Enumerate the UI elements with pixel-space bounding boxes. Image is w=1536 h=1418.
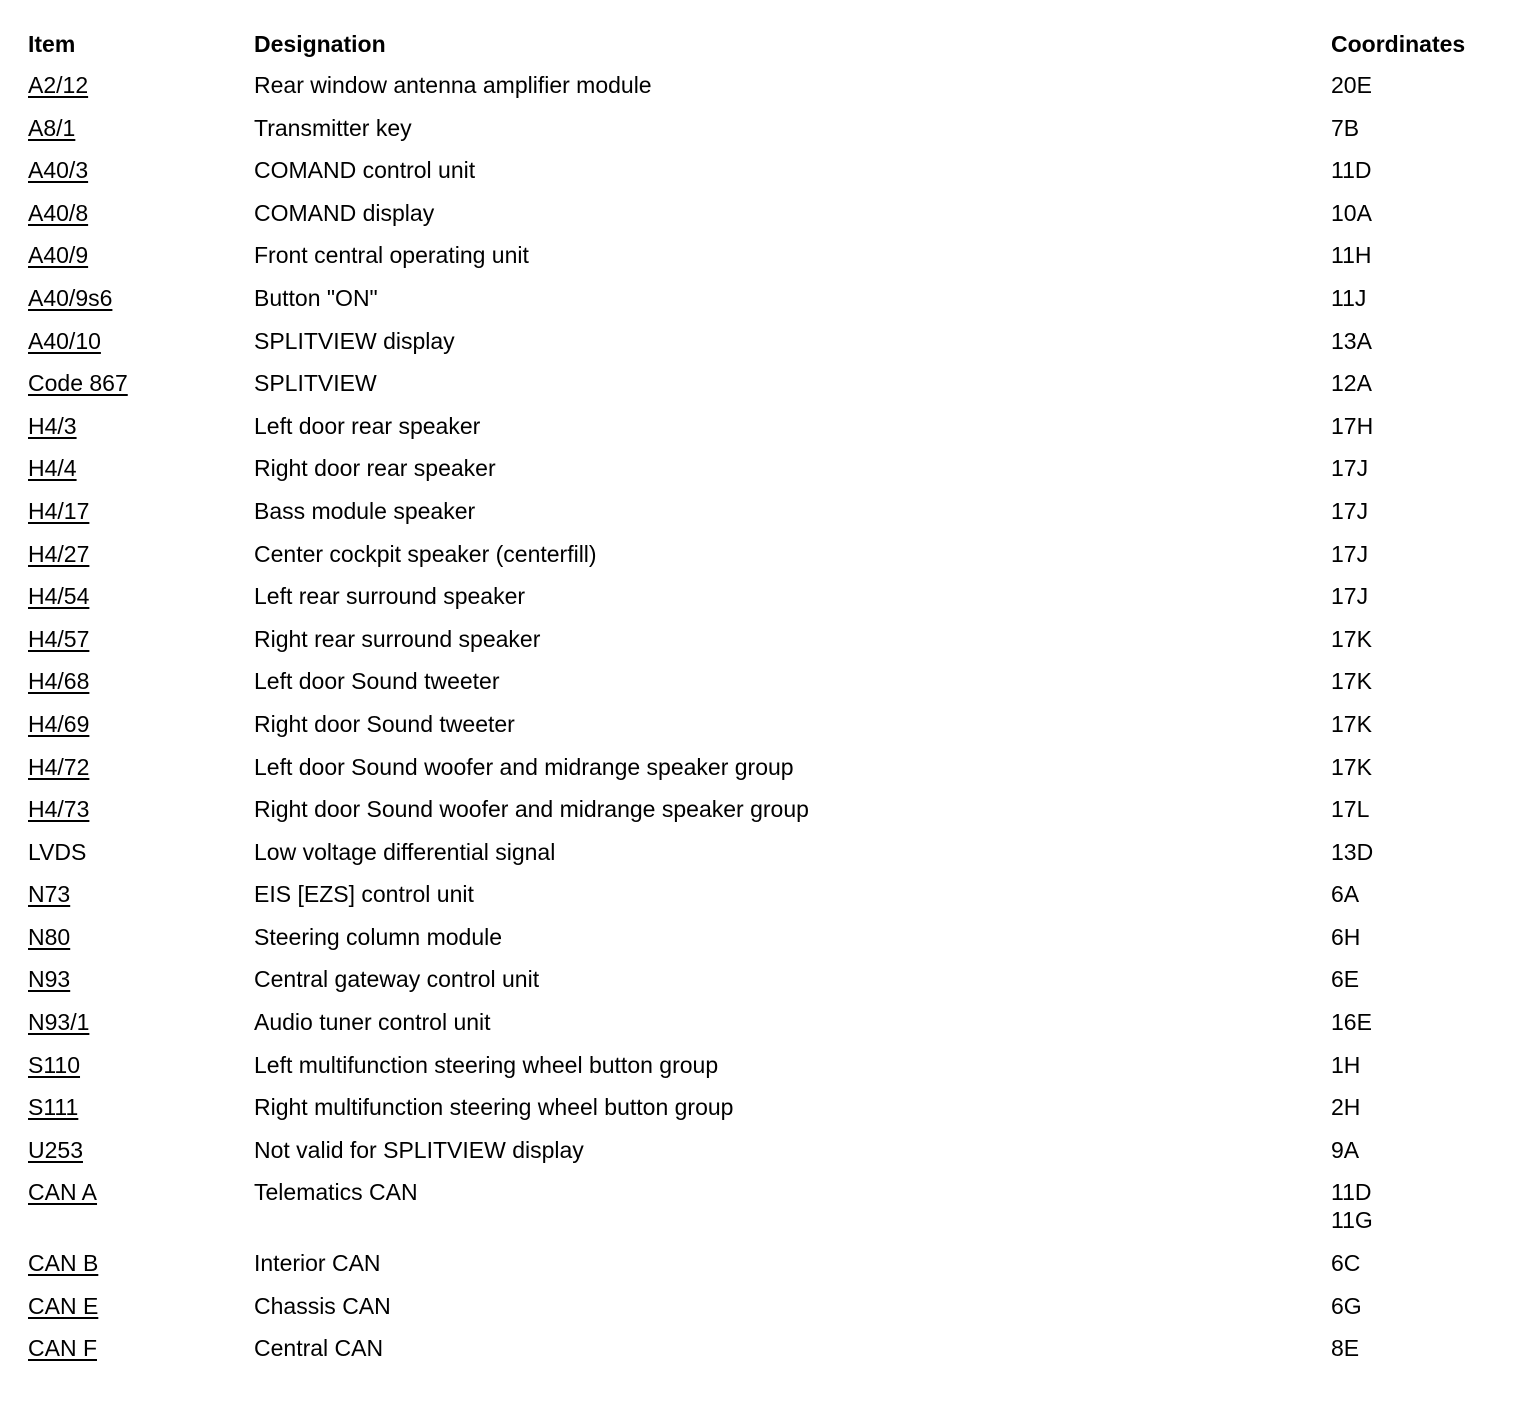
- item-cell: [28, 199, 254, 227]
- item-link[interactable]: CAN B: [28, 1250, 99, 1277]
- coordinates-cell: [1331, 1178, 1518, 1234]
- table-row: [28, 114, 1518, 142]
- item-cell: [28, 369, 254, 397]
- item-cell: [28, 454, 254, 482]
- coordinates-cell: [1331, 241, 1518, 269]
- designation-cell: Left door Sound tweeter: [254, 668, 500, 695]
- designation-cell: Central gateway control unit: [254, 966, 540, 993]
- designation-cell: Chassis CAN: [254, 1292, 391, 1319]
- item-cell: [28, 241, 254, 269]
- item-link[interactable]: A2/12: [28, 72, 89, 98]
- item-cell: [28, 880, 254, 908]
- table-row: [28, 1008, 1518, 1036]
- item-cell: [28, 1178, 254, 1206]
- item-link[interactable]: S110: [28, 1051, 81, 1078]
- item-link[interactable]: N73: [28, 881, 71, 908]
- designation-cell: Front central operating unit: [254, 242, 529, 269]
- table-row: [28, 327, 1518, 355]
- designation-cell: Left rear surround speaker: [254, 583, 526, 610]
- item-link[interactable]: A40/3: [28, 157, 89, 184]
- item-link[interactable]: H4/68: [28, 668, 90, 695]
- table-row: [28, 667, 1518, 695]
- item-link[interactable]: H4/57: [28, 625, 90, 652]
- coordinate-value: 11D: [1331, 1179, 1372, 1206]
- coordinate-value: 6G: [1331, 1292, 1362, 1319]
- coordinate-value: 17K: [1331, 710, 1372, 737]
- designation-cell: Bass module speaker: [254, 497, 476, 524]
- coordinates-cell: [1331, 1249, 1518, 1277]
- coordinate-value: 6C: [1331, 1250, 1361, 1277]
- table-row: [28, 965, 1518, 993]
- table-row: [28, 71, 1518, 99]
- coordinate-value: 17H: [1331, 412, 1374, 439]
- item-link[interactable]: CAN E: [28, 1292, 99, 1319]
- coordinate-value: 20E: [1331, 72, 1372, 98]
- designation-cell: Steering column module: [254, 923, 503, 950]
- item-cell: [28, 497, 254, 525]
- table-header: [28, 30, 1518, 58]
- coordinates-cell: [1331, 667, 1518, 695]
- coordinates-cell: [1331, 1292, 1518, 1320]
- coordinates-cell: [1331, 838, 1518, 866]
- table-row: [28, 497, 1518, 525]
- table-row: [28, 923, 1518, 951]
- designation-cell: Right multifunction steering wheel button group: [254, 1094, 734, 1121]
- coordinates-cell: [1331, 1136, 1518, 1164]
- item-link[interactable]: CAN A: [28, 1179, 98, 1206]
- header-designation: Designation: [254, 31, 386, 57]
- item-cell: [28, 625, 254, 653]
- item-cell: [28, 327, 254, 355]
- table-row: [28, 369, 1518, 397]
- item-cell: [28, 156, 254, 184]
- table-row: [28, 1334, 1518, 1362]
- item-link[interactable]: H4/73: [28, 796, 90, 823]
- coordinate-value: 17K: [1331, 625, 1372, 652]
- item-link[interactable]: H4/4: [28, 455, 77, 482]
- table-row: [28, 582, 1518, 610]
- designation-cell: Transmitter key: [254, 114, 412, 141]
- designation-cell: Right rear surround speaker: [254, 625, 541, 652]
- item-cell: [28, 1249, 254, 1277]
- coordinates-cell: [1331, 497, 1518, 525]
- table-row: [28, 795, 1518, 823]
- coordinate-value: 16E: [1331, 1009, 1372, 1036]
- coordinates-cell: [1331, 923, 1518, 951]
- table-row: [28, 625, 1518, 653]
- table-row: [28, 710, 1518, 738]
- coordinates-cell: [1331, 880, 1518, 908]
- item-cell: [28, 1292, 254, 1320]
- table-row: [28, 1051, 1518, 1079]
- coordinates-cell: [1331, 1008, 1518, 1036]
- coordinate-value: 11J: [1331, 284, 1367, 311]
- designation-cell: Button "ON": [254, 284, 378, 311]
- coordinate-value: 12A: [1331, 370, 1372, 397]
- table-row: [28, 241, 1518, 269]
- item-cell: [28, 1334, 254, 1362]
- coordinates-cell: [1331, 71, 1518, 99]
- coordinates-cell: [1331, 156, 1518, 184]
- designation-cell: Center cockpit speaker (centerfill): [254, 540, 597, 567]
- coordinate-value: 11D: [1331, 157, 1372, 184]
- coordinate-value: 13A: [1331, 327, 1372, 354]
- coordinates-cell: [1331, 625, 1518, 653]
- item-cell: [28, 795, 254, 823]
- item-link[interactable]: H4/69: [28, 710, 90, 737]
- coordinate-value: 17J: [1331, 497, 1369, 524]
- item-cell: [28, 114, 254, 142]
- item-cell: [28, 838, 254, 866]
- item-link[interactable]: Code 867: [28, 370, 128, 397]
- coordinate-value: 9A: [1331, 1136, 1360, 1163]
- coordinate-value: 17J: [1331, 540, 1369, 567]
- table-row: [28, 1292, 1518, 1320]
- table-row: [28, 1249, 1518, 1277]
- designation-cell: Telematics CAN: [254, 1179, 418, 1206]
- designation-cell: Left multifunction steering wheel button group: [254, 1051, 719, 1078]
- designation-cell: COMAND display: [254, 199, 435, 226]
- coordinates-cell: [1331, 965, 1518, 993]
- designation-cell: Rear window antenna amplifier module: [254, 72, 652, 98]
- coordinates-cell: [1331, 582, 1518, 610]
- header-item: Item: [28, 31, 76, 57]
- coordinate-value: 11H: [1331, 242, 1372, 269]
- table-row: [28, 412, 1518, 440]
- coordinate-value: 7B: [1331, 114, 1360, 141]
- table-row: [28, 156, 1518, 184]
- designation-cell: SPLITVIEW: [254, 370, 377, 397]
- item-link[interactable]: A40/10: [28, 327, 101, 354]
- coordinates-cell: [1331, 1093, 1518, 1121]
- item-link[interactable]: H4/72: [28, 753, 90, 780]
- table-row: [28, 1093, 1518, 1121]
- coordinates-cell: [1331, 540, 1518, 568]
- header-coordinates: Coordinates: [1331, 31, 1466, 57]
- coordinates-cell: [1331, 1051, 1518, 1079]
- coordinates-cell: [1331, 710, 1518, 738]
- item-cell: [28, 710, 254, 738]
- coordinate-value: 17K: [1331, 668, 1372, 695]
- designation-cell: Right door Sound woofer and midrange speaker group: [254, 796, 809, 823]
- item-link[interactable]: H4/54: [28, 583, 90, 610]
- item-cell: [28, 923, 254, 951]
- item-cell: [28, 1093, 254, 1121]
- item-cell: [28, 582, 254, 610]
- item-link[interactable]: A40/8: [28, 199, 89, 226]
- item-link[interactable]: H4/3: [28, 412, 77, 439]
- item-link[interactable]: S111: [28, 1094, 79, 1121]
- designation-cell: Not valid for SPLITVIEW display: [254, 1136, 584, 1163]
- coordinate-value: 13D: [1331, 838, 1374, 865]
- designation-cell: Left door rear speaker: [254, 412, 481, 439]
- table-row: [28, 540, 1518, 568]
- item-cell: [28, 1136, 254, 1164]
- coordinates-cell: [1331, 284, 1518, 312]
- designation-cell: Central CAN: [254, 1335, 384, 1362]
- item-cell: [28, 540, 254, 568]
- coordinates-cell: [1331, 114, 1518, 142]
- coordinates-cell: [1331, 1334, 1518, 1362]
- coordinate-value: 8E: [1331, 1335, 1360, 1362]
- item-cell: [28, 1008, 254, 1036]
- coordinate-value: 6H: [1331, 923, 1361, 950]
- item-cell: [28, 1051, 254, 1079]
- coordinates-cell: [1331, 753, 1518, 781]
- item-link[interactable]: N80: [28, 923, 71, 950]
- coordinate-value: 6A: [1331, 881, 1360, 908]
- coordinate-value: 1H: [1331, 1051, 1361, 1078]
- designation-cell: Audio tuner control unit: [254, 1009, 491, 1036]
- table-row: [28, 880, 1518, 908]
- item-cell: [28, 753, 254, 781]
- table-row: [28, 284, 1518, 312]
- table-row: [28, 1178, 1518, 1234]
- designation-cell: Right door Sound tweeter: [254, 710, 515, 737]
- coordinate-value: 17J: [1331, 455, 1369, 482]
- coordinate-value: 10A: [1331, 199, 1372, 226]
- item-link[interactable]: A40/9s6: [28, 284, 113, 311]
- table-row: [28, 838, 1518, 866]
- coordinates-cell: [1331, 454, 1518, 482]
- table-row: [28, 454, 1518, 482]
- item-link[interactable]: A8/1: [28, 114, 76, 141]
- coordinate-value: 11G: [1331, 1207, 1373, 1234]
- component-legend-table: [28, 30, 1518, 1377]
- designation-cell: Right door rear speaker: [254, 455, 496, 482]
- item-link[interactable]: N93/1: [28, 1009, 90, 1036]
- item-cell: [28, 965, 254, 993]
- item-label: LVDS: [28, 838, 87, 865]
- coordinates-cell: [1331, 795, 1518, 823]
- item-cell: [28, 71, 254, 99]
- coordinates-cell: [1331, 327, 1518, 355]
- item-cell: [28, 284, 254, 312]
- table-row: [28, 199, 1518, 227]
- coordinates-cell: [1331, 199, 1518, 227]
- designation-cell: EIS [EZS] control unit: [254, 881, 474, 908]
- table-row: [28, 1136, 1518, 1164]
- coordinate-value: 17L: [1331, 796, 1370, 823]
- table-row: [28, 753, 1518, 781]
- designation-cell: SPLITVIEW display: [254, 327, 455, 354]
- coordinate-value: 17J: [1331, 583, 1369, 610]
- designation-cell: Low voltage differential signal: [254, 838, 556, 865]
- designation-cell: Left door Sound woofer and midrange speaker group: [254, 753, 794, 780]
- designation-cell: COMAND control unit: [254, 157, 476, 184]
- table-body: [28, 71, 1518, 1362]
- item-link[interactable]: N93: [28, 966, 71, 993]
- coordinate-value: 17K: [1331, 753, 1372, 780]
- item-link[interactable]: H4/17: [28, 497, 90, 524]
- item-cell: [28, 412, 254, 440]
- coordinate-value: 2H: [1331, 1094, 1361, 1121]
- item-link[interactable]: A40/9: [28, 242, 89, 269]
- coordinates-cell: [1331, 369, 1518, 397]
- coordinates-cell: [1331, 412, 1518, 440]
- designation-cell: Interior CAN: [254, 1250, 381, 1277]
- coordinate-value: 6E: [1331, 966, 1360, 993]
- item-link[interactable]: H4/27: [28, 540, 90, 567]
- item-link[interactable]: U253: [28, 1136, 83, 1163]
- item-link[interactable]: CAN F: [28, 1335, 97, 1362]
- item-cell: [28, 667, 254, 695]
